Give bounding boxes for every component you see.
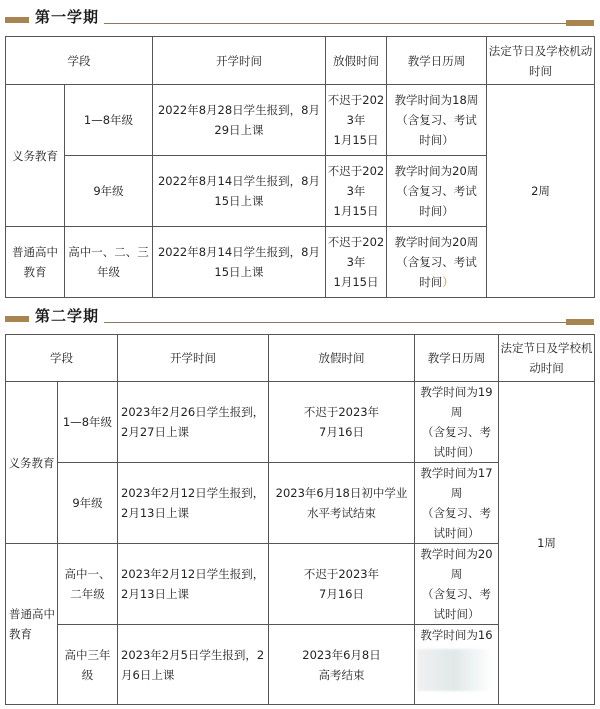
vacation-line: 1月15日	[333, 133, 379, 147]
calendar-cell	[415, 625, 499, 705]
calendar-cell	[387, 227, 487, 298]
start-cell: 2023年2月12日学生报到，2月13日上课	[118, 463, 269, 544]
grade-cell: 高中三年级	[58, 625, 118, 705]
vacation-cell	[269, 625, 415, 705]
section-header-semester-1	[0, 4, 600, 30]
start-cell: 2022年8月14日学生报到，8月15日上课	[153, 156, 326, 227]
grade-cell: 1—8年级	[58, 382, 118, 463]
vacation-line: 2023年6月8日	[302, 647, 381, 662]
vacation-cell	[326, 156, 387, 227]
vacation-line: 3年	[346, 184, 366, 198]
vacation-cell	[326, 227, 387, 298]
calendar-cell	[415, 382, 499, 463]
calendar-line: （含复习、考	[422, 506, 491, 520]
calendar-line: 时间）	[419, 204, 454, 218]
calendar-line: 试时间）	[433, 526, 480, 540]
holiday-cell: 2周	[487, 85, 595, 298]
calendar-paren: ）	[442, 275, 454, 289]
calendar-line: 试时间）	[433, 445, 480, 459]
vacation-line: 不迟于202	[327, 164, 385, 178]
calendar-line: （含复习、考试	[396, 113, 477, 127]
calendar-line: （含复习、考试	[396, 184, 477, 198]
section-title: 第二学期	[35, 307, 100, 325]
decor-bar-left	[5, 17, 29, 23]
divider-line	[104, 23, 566, 24]
header-calendar: 教学日历周	[387, 37, 487, 85]
stage-high: 普通高中教育	[6, 227, 65, 298]
table-row	[6, 85, 595, 156]
calendar-line: 教学时间为20	[420, 547, 493, 561]
calendar-line: （含复习、考	[422, 425, 491, 439]
calendar-line: 教学时间为17	[420, 466, 493, 480]
divider-line	[104, 322, 566, 323]
header-stage: 学段	[6, 335, 118, 382]
vacation-line: 7月16日	[319, 587, 364, 601]
header-vacation: 放假时间	[269, 335, 415, 382]
header-holiday: 法定节日及学校机动时间	[499, 335, 595, 382]
vacation-cell	[269, 382, 415, 463]
grade-cell: 高中一、二年级	[58, 544, 118, 625]
decor-bar-left	[5, 316, 29, 322]
calendar-line: 教学时间为20周	[394, 164, 479, 178]
start-cell: 2023年2月5日学生报到，2月6日上课	[118, 625, 269, 705]
stage-compulsory: 义务教育	[6, 382, 58, 544]
calendar-cell	[415, 544, 499, 625]
vacation-line: 不迟于2023年	[303, 405, 380, 419]
decor-bar-right	[566, 319, 594, 325]
calendar-line: 教学时间为19	[420, 385, 493, 399]
vacation-line: 3年	[346, 113, 366, 127]
calendar-line: 教学时间为18周	[394, 93, 479, 107]
vacation-line: 水平考试结束	[307, 506, 376, 520]
calendar-line: 教学时间为20周	[394, 235, 479, 249]
vacation-line: 1月15日	[333, 204, 379, 218]
blurred-overlay	[417, 649, 492, 691]
calendar-line: （含复习、考试	[396, 255, 477, 269]
calendar-line: （含复习、考	[422, 587, 491, 601]
calendar-cell	[387, 156, 487, 227]
calendar-cell	[415, 463, 499, 544]
header-start: 开学时间	[153, 37, 326, 85]
vacation-cell	[326, 85, 387, 156]
vacation-line: 高考结束	[318, 667, 365, 682]
stage-compulsory: 义务教育	[6, 85, 65, 227]
calendar-line: 教学时间为16	[420, 628, 493, 642]
calendar-text: 时间	[419, 275, 443, 289]
vacation-line: 2023年6月18日初中学业	[275, 486, 408, 500]
vacation-line: 不迟于202	[327, 235, 385, 249]
grade-cell: 高中一、二、三年级	[65, 227, 153, 298]
calendar-line: 试时间）	[433, 607, 480, 621]
table-header-row	[6, 335, 595, 382]
semester-2-table	[5, 334, 595, 705]
calendar-line: 周	[450, 486, 463, 500]
vacation-line: 不迟于202	[327, 93, 385, 107]
vacation-line: 不迟于2023年	[303, 567, 380, 581]
grade-cell: 9年级	[58, 463, 118, 544]
table-row	[6, 382, 595, 463]
holiday-cell: 1周	[499, 382, 595, 705]
grade-cell: 1—8年级	[65, 85, 153, 156]
header-start: 开学时间	[118, 335, 269, 382]
calendar-line: 时间）	[419, 133, 454, 147]
start-cell: 2022年8月14日学生报到，8月15日上课	[153, 227, 326, 298]
calendar-cell	[387, 85, 487, 156]
calendar-line: 周	[450, 405, 463, 419]
start-cell: 2023年2月26日学生报到，2月27日上课	[118, 382, 269, 463]
calendar-line	[388, 272, 485, 292]
header-vacation: 放假时间	[326, 37, 387, 85]
start-cell: 2023年2月12日学生报到，2月13日上课	[118, 544, 269, 625]
grade-cell: 9年级	[65, 156, 153, 227]
vacation-cell	[269, 463, 415, 544]
calendar-line: 周	[450, 567, 463, 581]
section-header-semester-2	[0, 303, 600, 329]
stage-high: 普通高中教育	[6, 544, 58, 705]
vacation-cell	[269, 544, 415, 625]
section-title: 第一学期	[35, 8, 100, 26]
start-cell: 2022年8月28日学生报到，8月29日上课	[153, 85, 326, 156]
header-holiday: 法定节日及学校机动时间	[487, 37, 595, 85]
vacation-line: 7月16日	[319, 425, 364, 439]
semester-1-table	[5, 36, 595, 298]
vacation-line: 3年	[346, 255, 366, 269]
header-calendar: 教学日历周	[415, 335, 499, 382]
vacation-line: 1月15日	[333, 275, 379, 289]
header-stage: 学段	[6, 37, 153, 85]
decor-bar-right	[566, 20, 594, 26]
table-header-row	[6, 37, 595, 85]
